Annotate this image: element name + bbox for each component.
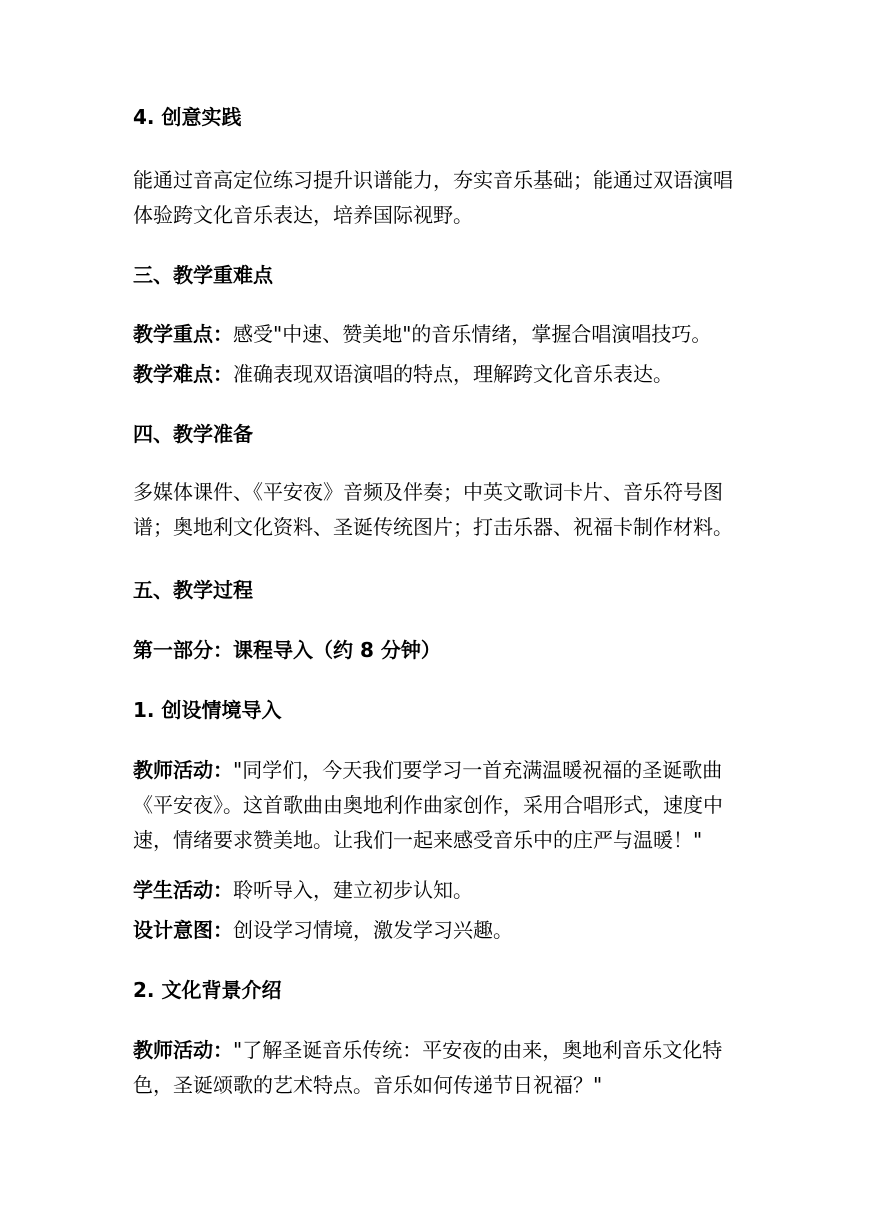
section-heading-key-points: 三、教学重难点 <box>133 263 273 287</box>
step2-teacher-activity <box>133 1033 743 1103</box>
section-heading-preparation: 四、教学准备 <box>133 422 253 446</box>
step1-teacher-activity <box>133 753 743 858</box>
section-heading-process: 五、教学过程 <box>133 578 253 602</box>
student-activity-text: 聆听导入，建立初步认知。 <box>233 878 473 902</box>
creative-practice-paragraph <box>133 163 743 233</box>
step-heading-cultural-background: 2. 文化背景介绍 <box>133 978 282 1002</box>
teaching-difficulty-label: 教学难点： <box>133 362 233 386</box>
preparation-paragraph <box>133 475 743 545</box>
paragraph-line: 能通过音高定位练习提升识谱能力，夯实音乐基础；能通过双语演唱 <box>133 168 733 192</box>
teacher-activity-text: "同学们，今天我们要学习一首充满温暖祝福的圣诞歌曲 <box>233 758 723 782</box>
part-one-heading: 第一部分：课程导入（约 8 分钟） <box>133 638 441 662</box>
teaching-focus-label: 教学重点： <box>133 322 233 346</box>
paragraph-line: 《平安夜》。这首歌曲由奥地利作曲家创作，采用合唱形式，速度中 <box>133 793 723 817</box>
design-intent-text: 创设学习情境，激发学习兴趣。 <box>233 918 513 942</box>
paragraph-line: 多媒体课件、《平安夜》音频及伴奏；中英文歌词卡片、音乐符号图 <box>133 480 723 504</box>
step-heading-scenario-intro: 1. 创设情境导入 <box>133 698 282 722</box>
teaching-difficulty <box>133 357 743 392</box>
paragraph-line <box>133 753 743 788</box>
section-heading-creative-practice: 4. 创意实践 <box>133 105 242 129</box>
design-intent-label: 设计意图： <box>133 918 233 942</box>
teacher-activity-label: 教师活动： <box>133 1038 233 1062</box>
step1-student-activity <box>133 873 743 908</box>
paragraph-line: 色，圣诞颂歌的艺术特点。音乐如何传递节日祝福？" <box>133 1073 603 1097</box>
paragraph-line <box>133 1033 743 1068</box>
paragraph-line: 谱；奥地利文化资料、圣诞传统图片；打击乐器、祝福卡制作材料。 <box>133 515 733 539</box>
teacher-activity-text: "了解圣诞音乐传统：平安夜的由来，奥地利音乐文化特 <box>233 1038 723 1062</box>
teacher-activity-label: 教师活动： <box>133 758 233 782</box>
step1-design-intent <box>133 913 743 948</box>
teaching-focus-text: 感受"中速、赞美地"的音乐情绪，掌握合唱演唱技巧。 <box>233 322 712 346</box>
paragraph-line: 体验跨文化音乐表达，培养国际视野。 <box>133 203 473 227</box>
student-activity-label: 学生活动： <box>133 878 233 902</box>
teaching-focus <box>133 317 743 352</box>
teaching-difficulty-text: 准确表现双语演唱的特点，理解跨文化音乐表达。 <box>233 362 673 386</box>
paragraph-line: 速，情绪要求赞美地。让我们一起来感受音乐中的庄严与温暖！" <box>133 828 703 852</box>
